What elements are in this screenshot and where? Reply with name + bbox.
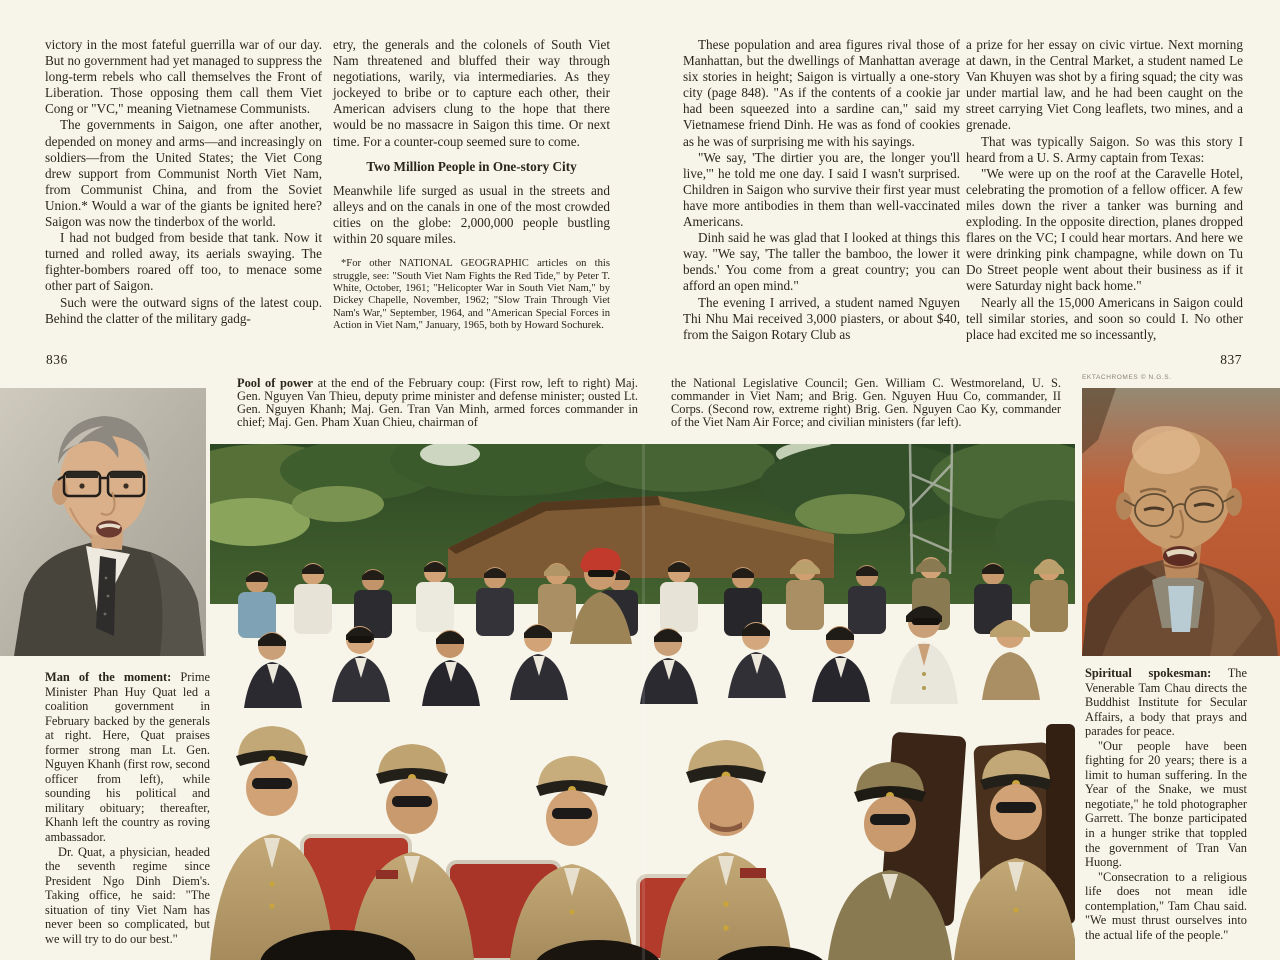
- footnote: *For other NATIONAL GEOGRAPHIC articles on this struggle, see: "South Viet Nam Fights the Red Tide," by Peter T. White, October, 1961; "Helicopter War in South Viet Nam," by Dickey Chapelle, November, 1962; "Slow Train Through Viet Nam's War," September, 1964, and "American Special Forces in Action in Viet Nam," January, 1965, both by Howard Sochurek.: [333, 258, 610, 332]
- ear: [1226, 488, 1242, 516]
- paragraph: The evening I arrived, a student named Nguyen Thi Nhu Mai received 3,000 piasters, or about $40, from the Saigon Rotary Club as: [683, 294, 960, 342]
- paragraph: a prize for her essay on civic virtue. Next morning at dawn, in the Central Market, a student named Le Van Khuyen was shot by a firing squad; the city was under martial law, and he had been caught on the street carrying Viet Cong leaflets, two mines, and a grenade.: [966, 37, 1243, 133]
- page-fold-line: [642, 444, 645, 960]
- paragraph: "We were up on the roof at the Caravelle Hotel, celebrating the promotion of a fellow officer. A few miles down the river a tanker was burning and exploding. In the opposite direction, planes dropped flares on the VC; I could hear mortars. And here we were drinking pink champagne, while down on Tu Do Street people went about their business as if it were Saturday night back home.": [966, 165, 1243, 294]
- caption-text: the National Legislative Council; Gen. William C. Westmoreland, U. S. commander in Viet Nam; and Brig. Gen. Nguyen Huu Co, commander, II Corps. (Second row, extreme right) Brig. Gen. Nguyen Cao Ky, commander of the Viet Nam Air Force; and civilian ministers (far left).: [671, 376, 1061, 430]
- caption-paragraph: "Our people have been fighting for 20 years; there is a limit to human suffering. In the Year of the Snake, we must negotiate," he told photographer Garrett. The bonze participated in a hunger strike that toppled the government of Tran Van Huong.: [1085, 738, 1247, 870]
- center-caption-left: [237, 377, 638, 429]
- paragraph: victory in the most fateful guerrilla war of our day. But no government had yet managed to suppress the long-term rebels who call themselves the Front of Liberation. Those opposing them call them Viet Cong or "VC," meaning Vietnamese Communists.: [45, 37, 322, 117]
- right-photo-caption: [1085, 666, 1247, 942]
- portrait-photo-tam-chau: [1082, 388, 1280, 656]
- head-highlight: [1132, 426, 1200, 474]
- officer: [660, 740, 792, 960]
- paragraph: I had not budged from beside that tank. Now it turned and rolled away, its aerials swaying. The fighter-bombers roared off too, to menace some other part of Saigon.: [45, 230, 322, 294]
- paragraph: The governments in Saigon, one after another, depended on money and arms—and increasingly on soldiers—from the United States; the Viet Cong drew support from Communist North Viet Nam, from Communist China, and from the Soviet Union.* Would a war of the giants be ignited here? Saigon was now the tinderbox of the world.: [45, 117, 322, 230]
- paragraph: Such were the outward signs of the latest coup. Behind the clatter of the military gadg-: [45, 294, 322, 326]
- text-column-1: [45, 37, 322, 327]
- text-column-3: [683, 37, 960, 343]
- left-photo-caption: [45, 670, 210, 946]
- paragraph: "We say, 'The dirtier you are, the longer you'll live,'" he told me one day. I said I wasn't surprised. Children in Saigon who survive their first year must have more antibodies in them than well-vaccinated Americans.: [683, 149, 960, 230]
- caption-text: The Venerable Tam Chau directs the Buddhist Institute for Secular Affairs, a body that prays and parades for peace.: [1085, 666, 1247, 739]
- section-heading: Two Million People in One-story City: [366, 158, 577, 174]
- page-number-right: 837: [1220, 352, 1242, 367]
- center-caption-right: [671, 377, 1061, 429]
- text-column-2: [333, 37, 610, 333]
- portrait-photo-phan-huy-quat: [0, 388, 206, 656]
- caption-paragraph: [45, 670, 210, 845]
- caption-text: at the end of the February coup: (First row, left to right) Maj. Gen. Nguyen Van Thieu, deputy prime minister and defense minister; ousted Lt. Gen. Nguyen Khanh; Maj. Gen. Tran Van Minh, armed forces commander in chief; Maj. Gen. Pham Xuan Chieu, chairman of: [237, 376, 638, 430]
- caption-paragraph: "Consecration to a religious life does not mean idle contemplation," Tam Chau said. "We must thrust ourselves into the actual life of the people.": [1085, 869, 1247, 942]
- caption-lead: Pool of power: [237, 376, 314, 390]
- ear: [1116, 492, 1132, 520]
- photo-credit: EKTACHROMES © N.G.S.: [1082, 374, 1172, 381]
- officer: [510, 756, 634, 960]
- blue-collar: [1168, 586, 1194, 632]
- page-number-left: 836: [46, 352, 68, 367]
- text-column-4: [966, 37, 1243, 343]
- caption-paragraph: [1085, 666, 1247, 739]
- caption-text: Prime Minister Phan Huy Quat led a coalition government in February backed by the generals at right. Here, Quat praises former strong man Lt. Gen. Nguyen Khanh (first row, second officer from left), while sounding his political and military obituary; thereafter, Khanh left the country as roving ambassador.: [45, 670, 210, 845]
- paragraph: Dinh said he was glad that I looked at things this way. "We say, 'The taller the bamboo, the lower it bends.' You come from a great country; you can afford an open mind.": [683, 230, 960, 294]
- crowd-photo-generals: [210, 444, 1075, 960]
- ear: [52, 479, 68, 505]
- paragraph: Meanwhile life surged as usual in the streets and alleys and on the canals in one of the most crowded cities on the globe: 2,000,000 people bustling within 20 square miles.: [333, 182, 610, 247]
- paragraph: These population and area figures rival those of Manhattan, but the dwellings of Manhattan average six stories in height; Saigon is virtually a one-story city (page 848). "As if the contents of a cookie jar had been squeezed into a sardine can," said my Vietnamese friend Dinh. He was as fond of cookies as he was of surprising me with his sayings.: [683, 37, 960, 149]
- paragraph: etry, the generals and the colonels of South Viet Nam threatened and bluffed their way through negotiations, warily, via intermediaries. As they jockeyed to bribe or to capture each other, their American advisers clung to the hope that there would be no massacre in Saigon this time. Or next time. For a counter-coup seemed sure to come.: [333, 37, 610, 149]
- caption-paragraph: Dr. Quat, a physician, headed the seventh regime since President Ngo Dinh Diem's. Taking office, he said: "The situation of tiny Viet Nam has never been so complicated, but we will try to do our best.": [45, 844, 210, 946]
- caption-lead: Man of the moment:: [45, 670, 172, 684]
- paragraph: That was typically Saigon. So was this story I heard from a U. S. Army captain from Texas:: [966, 133, 1243, 165]
- mouth: [96, 521, 122, 538]
- paragraph: Nearly all the 15,000 Americans in Saigon could tell similar stories, and soon so could I. No other place had excited me so incessantly,: [966, 294, 1243, 342]
- caption-lead: Spiritual spokesman:: [1085, 666, 1212, 680]
